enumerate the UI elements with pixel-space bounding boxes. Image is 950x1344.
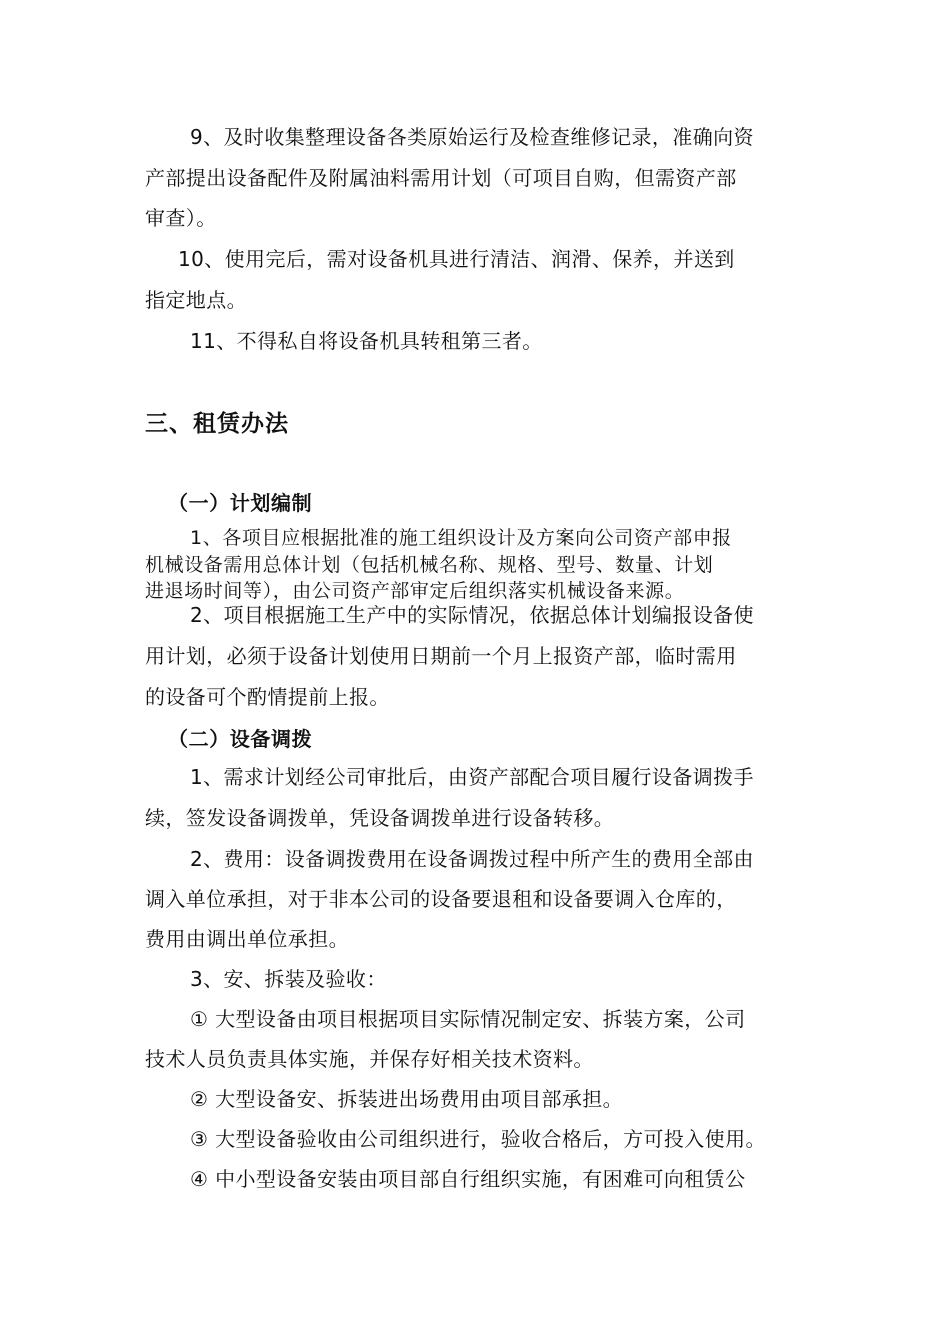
paragraph-line: 11、不得私自将设备机具转租第三者。 [190, 329, 543, 353]
paragraph-line: 续，签发设备调拨单，凭设备调拨单进行设备转移。 [145, 806, 615, 830]
paragraph-line: 1、各项目应根据批准的施工组织设计及方案向公司资产部申报 [190, 527, 732, 549]
paragraph-line: ② 大型设备安、拆装进出场费用由项目部承担。 [190, 1087, 624, 1111]
paragraph-line: 2、项目根据施工生产中的实际情况，依据总体计划编报设备使 [190, 603, 754, 627]
paragraph-line: 9、及时收集整理设备各类原始运行及检查维修记录，准确向资 [190, 125, 754, 149]
paragraph-line: ④ 中小型设备安装由项目部自行组织实施，有困难可向租赁公 [190, 1167, 746, 1191]
subsection-heading: （二）设备调拨 [168, 727, 313, 751]
paragraph-line: 10、使用完后，需对设备机具进行清洁、润滑、保养，并送到 [178, 247, 735, 271]
paragraph-line: 指定地点。 [145, 288, 247, 312]
subsection-heading: （一）计划编制 [168, 491, 313, 515]
paragraph-line: 用计划，必须于设备计划使用日期前一个月上报资产部，临时需用 [145, 644, 737, 668]
paragraph-line: 的设备可个酌情提前上报。 [145, 685, 390, 709]
paragraph-line: 机械设备需用总体计划（包括机械名称、规格、型号、数量、计划 [145, 554, 714, 576]
paragraph-line: 产部提出设备配件及附属油料需用计划（可项目自购，但需资产部 [145, 166, 737, 190]
paragraph-line: 进退场时间等），由公司资产部审定后组织落实机械设备来源。 [145, 580, 685, 602]
paragraph-line: 1、需求计划经公司审批后，由资产部配合项目履行设备调拨手 [190, 765, 754, 789]
paragraph-line: 2、费用：设备调拨费用在设备调拨过程中所产生的费用全部由 [190, 847, 754, 871]
paragraph-line: 3、安、拆装及验收： [190, 967, 387, 991]
section-heading: 三、租赁办法 [145, 411, 289, 437]
paragraph-line: ① 大型设备由项目根据项目实际情况制定安、拆装方案，公司 [190, 1007, 746, 1031]
paragraph-line: 技术人员负责具体实施，并保存好相关技术资料。 [145, 1047, 594, 1071]
paragraph-line: 调入单位承担，对于非本公司的设备要退租和设备要调入仓库的， [145, 887, 737, 911]
paragraph-line: 审查）。 [145, 206, 217, 230]
paragraph-line: ③ 大型设备验收由公司组织进行，验收合格后，方可投入使用。 [190, 1127, 766, 1151]
paragraph-line: 费用由调出单位承担。 [145, 927, 349, 951]
